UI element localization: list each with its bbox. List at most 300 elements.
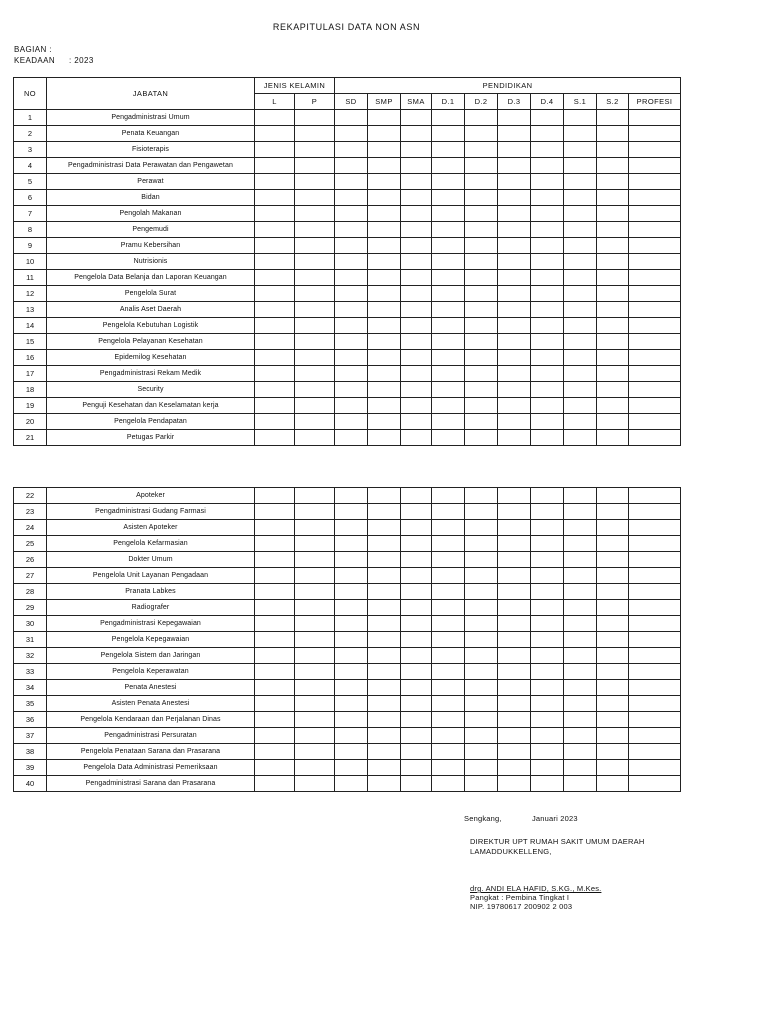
empty-cell [432,696,465,712]
empty-cell [597,110,629,126]
empty-cell [255,174,295,190]
empty-cell [597,222,629,238]
row-jabatan: Dokter Umum [47,552,255,568]
row-jabatan: Pengelola Data Belanja dan Laporan Keuangan [47,270,255,286]
header-edu-smp: SMP [368,94,401,110]
empty-cell [368,222,401,238]
empty-cell [368,664,401,680]
empty-cell [498,142,531,158]
empty-cell [629,190,681,206]
header-edu-s1: S.1 [564,94,597,110]
empty-cell [597,616,629,632]
row-number: 9 [14,238,47,254]
empty-cell [432,568,465,584]
empty-cell [255,126,295,142]
empty-cell [295,536,335,552]
table-row [14,584,681,600]
empty-cell [465,414,498,430]
empty-cell [401,568,432,584]
empty-cell [597,206,629,222]
empty-cell [432,728,465,744]
empty-cell [255,616,295,632]
row-number: 5 [14,174,47,190]
empty-cell [368,776,401,792]
keadaan-label: KEADAAN [14,56,56,65]
empty-cell [368,158,401,174]
empty-cell [335,712,368,728]
empty-cell [564,302,597,318]
header-jenis-kelamin: JENIS KELAMIN [255,78,335,94]
empty-cell [597,350,629,366]
empty-cell [531,190,564,206]
empty-cell [432,776,465,792]
empty-cell [295,414,335,430]
header-gender-p: P [295,94,335,110]
empty-cell [629,728,681,744]
empty-cell [531,110,564,126]
empty-cell [368,568,401,584]
row-number: 8 [14,222,47,238]
row-jabatan: Pengelola Data Administrasi Pemeriksaan [47,760,255,776]
empty-cell [629,664,681,680]
empty-cell [629,600,681,616]
table-row [14,648,681,664]
empty-cell [498,664,531,680]
row-jabatan: Pengelola Surat [47,286,255,302]
table-row [14,254,681,270]
table-row [14,414,681,430]
table-row [14,712,681,728]
row-jabatan: Pengelola Pendapatan [47,414,255,430]
empty-cell [597,158,629,174]
empty-cell [432,520,465,536]
row-jabatan: Petugas Parkir [47,430,255,446]
empty-cell [531,174,564,190]
empty-cell [368,318,401,334]
empty-cell [498,744,531,760]
empty-cell [498,174,531,190]
row-jabatan: Perawat [47,174,255,190]
header-edu-s2: S.2 [597,94,629,110]
empty-cell [564,568,597,584]
empty-cell [498,222,531,238]
empty-cell [368,302,401,318]
empty-cell [597,568,629,584]
empty-cell [498,504,531,520]
empty-cell [564,190,597,206]
row-number: 39 [14,760,47,776]
empty-cell [401,680,432,696]
row-number: 4 [14,158,47,174]
row-number: 13 [14,302,47,318]
empty-cell [465,536,498,552]
row-jabatan: Fisioterapis [47,142,255,158]
empty-cell [465,760,498,776]
table-row [14,760,681,776]
empty-cell [401,222,432,238]
row-number: 19 [14,398,47,414]
empty-cell [401,664,432,680]
empty-cell [335,744,368,760]
bagian-label: BAGIAN : [14,45,52,54]
empty-cell [432,744,465,760]
empty-cell [564,728,597,744]
empty-cell [295,696,335,712]
empty-cell [629,366,681,382]
empty-cell [295,350,335,366]
empty-cell [401,776,432,792]
empty-cell [295,488,335,504]
empty-cell [335,126,368,142]
empty-cell [564,382,597,398]
row-jabatan: Pengelola Penataan Sarana dan Prasarana [47,744,255,760]
table-row [14,488,681,504]
empty-cell [335,568,368,584]
empty-cell [531,366,564,382]
empty-cell [432,334,465,350]
empty-cell [465,366,498,382]
empty-cell [295,302,335,318]
empty-cell [465,398,498,414]
empty-cell [368,744,401,760]
empty-cell [368,616,401,632]
empty-cell [432,504,465,520]
header-edu-profesi: PROFESI [629,94,681,110]
empty-cell [255,158,295,174]
empty-cell [335,334,368,350]
row-number: 24 [14,520,47,536]
empty-cell [498,110,531,126]
empty-cell [597,552,629,568]
row-jabatan: Apoteker [47,488,255,504]
empty-cell [597,632,629,648]
empty-cell [531,696,564,712]
empty-cell [335,238,368,254]
empty-cell [432,760,465,776]
empty-cell [465,206,498,222]
empty-cell [564,334,597,350]
empty-cell [531,206,564,222]
empty-cell [368,520,401,536]
empty-cell [498,366,531,382]
empty-cell [629,712,681,728]
empty-cell [255,648,295,664]
empty-cell [295,398,335,414]
empty-cell [335,488,368,504]
empty-cell [564,616,597,632]
empty-cell [629,520,681,536]
empty-cell [335,302,368,318]
empty-cell [597,366,629,382]
empty-cell [335,776,368,792]
empty-cell [335,616,368,632]
empty-cell [531,382,564,398]
empty-cell [629,286,681,302]
empty-cell [295,728,335,744]
empty-cell [335,536,368,552]
empty-cell [531,318,564,334]
empty-cell [295,520,335,536]
empty-cell [335,600,368,616]
empty-cell [255,382,295,398]
table-row [14,302,681,318]
empty-cell [295,382,335,398]
document-title: REKAPITULASI DATA NON ASN [272,22,421,32]
table-row [14,776,681,792]
empty-cell [465,584,498,600]
row-jabatan: Pramu Kebersihan [47,238,255,254]
empty-cell [564,488,597,504]
empty-cell [401,190,432,206]
signature-date: Januari 2023 [531,814,578,823]
row-number: 11 [14,270,47,286]
empty-cell [465,158,498,174]
empty-cell [465,600,498,616]
empty-cell [335,190,368,206]
empty-cell [368,552,401,568]
empty-cell [597,776,629,792]
empty-cell [498,584,531,600]
row-number: 14 [14,318,47,334]
empty-cell [564,270,597,286]
empty-cell [597,174,629,190]
empty-cell [531,302,564,318]
empty-cell [629,238,681,254]
row-jabatan: Asisten Penata Anestesi [47,696,255,712]
empty-cell [629,536,681,552]
empty-cell [335,174,368,190]
empty-cell [401,142,432,158]
empty-cell [465,430,498,446]
empty-cell [255,728,295,744]
empty-cell [295,286,335,302]
empty-cell [368,334,401,350]
empty-cell [432,238,465,254]
empty-cell [432,536,465,552]
empty-cell [255,334,295,350]
empty-cell [597,142,629,158]
empty-cell [498,334,531,350]
empty-cell [629,568,681,584]
row-jabatan: Pengelola Kefarmasian [47,536,255,552]
row-number: 3 [14,142,47,158]
empty-cell [564,664,597,680]
header-edu-d2: D.2 [465,94,498,110]
empty-cell [255,286,295,302]
row-number: 32 [14,648,47,664]
empty-cell [368,398,401,414]
empty-cell [498,600,531,616]
empty-cell [335,552,368,568]
row-number: 34 [14,680,47,696]
empty-cell [465,142,498,158]
table-row [14,158,681,174]
empty-cell [432,488,465,504]
empty-cell [531,126,564,142]
empty-cell [531,616,564,632]
empty-cell [432,398,465,414]
empty-cell [465,664,498,680]
empty-cell [465,126,498,142]
empty-cell [564,584,597,600]
empty-cell [564,504,597,520]
empty-cell [531,648,564,664]
empty-cell [401,616,432,632]
empty-cell [498,190,531,206]
empty-cell [295,584,335,600]
empty-cell [335,584,368,600]
row-jabatan: Pengadministrasi Sarana dan Prasarana [47,776,255,792]
empty-cell [531,222,564,238]
empty-cell [255,632,295,648]
empty-cell [465,488,498,504]
row-number: 29 [14,600,47,616]
bagian-line [14,45,52,54]
row-jabatan: Pengadministrasi Gudang Farmasi [47,504,255,520]
empty-cell [432,206,465,222]
empty-cell [335,696,368,712]
empty-cell [531,350,564,366]
empty-cell [629,206,681,222]
empty-cell [401,254,432,270]
empty-cell [531,334,564,350]
empty-cell [432,158,465,174]
empty-cell [597,382,629,398]
empty-cell [465,712,498,728]
empty-cell [401,366,432,382]
empty-cell [401,632,432,648]
empty-cell [531,238,564,254]
table-row [14,126,681,142]
empty-cell [465,616,498,632]
empty-cell [465,696,498,712]
empty-cell [597,744,629,760]
empty-cell [368,504,401,520]
row-jabatan: Pranata Labkes [47,584,255,600]
empty-cell [295,430,335,446]
empty-cell [401,504,432,520]
empty-cell [465,302,498,318]
empty-cell [432,302,465,318]
empty-cell [465,190,498,206]
row-number: 15 [14,334,47,350]
empty-cell [531,254,564,270]
empty-cell [401,126,432,142]
empty-cell [335,318,368,334]
empty-cell [498,680,531,696]
signatory-nip: NIP. 19780617 200902 2 003 [470,902,573,911]
row-number: 6 [14,190,47,206]
empty-cell [465,286,498,302]
empty-cell [465,632,498,648]
empty-cell [432,222,465,238]
row-jabatan: Pengelola Kendaraan dan Perjalanan Dinas [47,712,255,728]
empty-cell [368,584,401,600]
empty-cell [629,334,681,350]
empty-cell [335,142,368,158]
empty-cell [531,398,564,414]
empty-cell [597,600,629,616]
empty-cell [432,600,465,616]
empty-cell [564,398,597,414]
empty-cell [531,728,564,744]
empty-cell [629,398,681,414]
empty-cell [295,190,335,206]
empty-cell [255,238,295,254]
row-number: 31 [14,632,47,648]
empty-cell [531,536,564,552]
empty-cell [629,760,681,776]
empty-cell [335,270,368,286]
empty-cell [255,350,295,366]
empty-cell [498,520,531,536]
empty-cell [564,414,597,430]
empty-cell [498,728,531,744]
empty-cell [295,206,335,222]
empty-cell [368,254,401,270]
empty-cell [597,520,629,536]
empty-cell [629,110,681,126]
row-jabatan: Security [47,382,255,398]
header-edu-d1: D.1 [432,94,465,110]
table-row [14,206,681,222]
empty-cell [368,536,401,552]
empty-cell [564,760,597,776]
table-row [14,398,681,414]
empty-cell [498,488,531,504]
empty-cell [498,552,531,568]
row-jabatan: Pengadministrasi Kepegawaian [47,616,255,632]
recap-table-part2 [13,487,681,792]
empty-cell [255,536,295,552]
recap-table-part1 [13,77,681,446]
empty-cell [401,318,432,334]
empty-cell [531,744,564,760]
empty-cell [335,254,368,270]
empty-cell [401,238,432,254]
empty-cell [255,760,295,776]
empty-cell [295,222,335,238]
empty-cell [295,126,335,142]
empty-cell [629,488,681,504]
empty-cell [597,334,629,350]
empty-cell [255,696,295,712]
header-no: NO [14,78,47,110]
empty-cell [335,206,368,222]
row-number: 7 [14,206,47,222]
empty-cell [432,350,465,366]
empty-cell [368,350,401,366]
row-jabatan: Analis Aset Daerah [47,302,255,318]
row-jabatan: Epidemilog Kesehatan [47,350,255,366]
empty-cell [255,318,295,334]
empty-cell [401,584,432,600]
empty-cell [564,696,597,712]
empty-cell [368,648,401,664]
table-row [14,632,681,648]
header-edu-sma: SMA [401,94,432,110]
empty-cell [255,366,295,382]
empty-cell [597,190,629,206]
empty-cell [368,728,401,744]
empty-cell [564,174,597,190]
empty-cell [564,520,597,536]
empty-cell [531,664,564,680]
row-number: 22 [14,488,47,504]
empty-cell [401,536,432,552]
empty-cell [498,696,531,712]
empty-cell [401,414,432,430]
